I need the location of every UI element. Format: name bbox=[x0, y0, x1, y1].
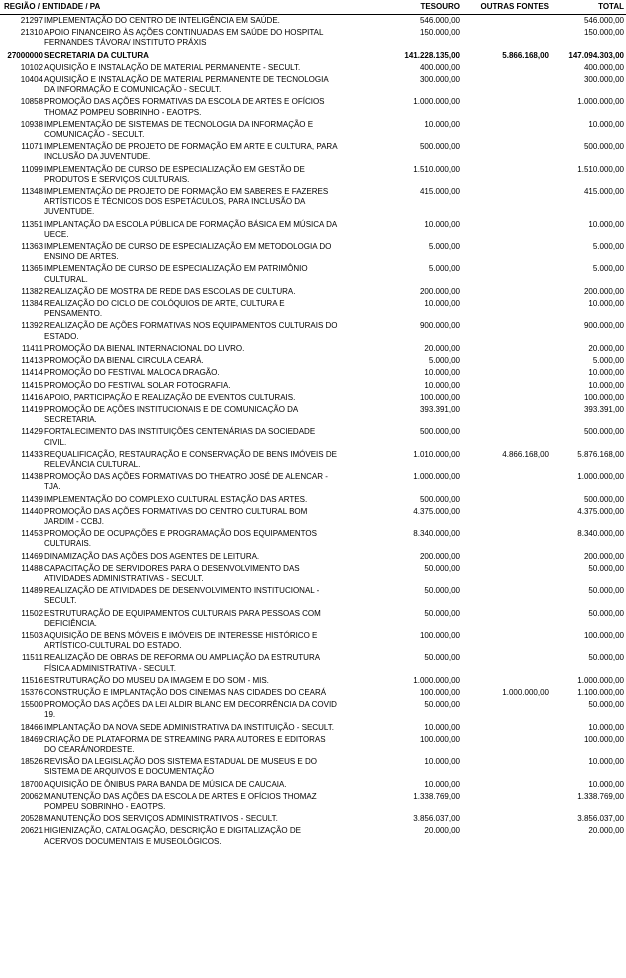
table-row bbox=[0, 15, 626, 27]
row-code: 11099 bbox=[21, 164, 43, 174]
table-row bbox=[0, 298, 626, 320]
row-description: PROMOÇÃO DE OCUPAÇÕES E PROGRAMAÇÃO DOS EQUIPAMENTOS CULTURAIS. bbox=[44, 529, 317, 549]
table-row bbox=[0, 734, 626, 756]
row-code: 11511 bbox=[21, 653, 43, 663]
row-total: 5.000,00 bbox=[592, 356, 624, 366]
table-row bbox=[0, 62, 626, 74]
table-row bbox=[0, 426, 626, 448]
table-header bbox=[0, 0, 626, 15]
row-description: AQUISIÇÃO DE ÔNIBUS PARA BANDA DE MÚSICA DE CAUCAIA. bbox=[44, 779, 287, 789]
row-description: CAPACITAÇÃO DE SERVIDORES PARA O DESENVOLVIMENTO DAS ATIVIDADES ADMINISTRATIVAS - SECULT. bbox=[44, 563, 300, 583]
row-total: 300.000,00 bbox=[583, 75, 624, 85]
table-row bbox=[0, 652, 626, 674]
row-total: 10.000,00 bbox=[588, 368, 624, 378]
row-description: PROMOÇÃO DA BIENAL INTERNACIONAL DO LIVRO. bbox=[44, 343, 245, 353]
row-description: PROMOÇÃO DAS AÇÕES FORMATIVAS DA ESCOLA DE ARTES E OFÍCIOS THOMAZ POMPEU SOBRINHO - EAOTPS. bbox=[44, 97, 325, 117]
row-total: 1.338.769,00 bbox=[577, 791, 624, 801]
row-outras-fontes: 5.866.168,00 bbox=[502, 50, 549, 60]
table-row bbox=[0, 608, 626, 630]
row-tesouro: 150.000,00 bbox=[419, 28, 460, 38]
row-tesouro: 500.000,00 bbox=[419, 494, 460, 504]
row-total: 400.000,00 bbox=[583, 62, 624, 72]
row-code: 11351 bbox=[21, 219, 43, 229]
row-total: 10.000,00 bbox=[588, 779, 624, 789]
row-code: 11440 bbox=[21, 506, 43, 516]
row-tesouro: 100.000,00 bbox=[419, 630, 460, 640]
table-row bbox=[0, 722, 626, 734]
row-code: 11414 bbox=[21, 368, 43, 378]
row-total: 50.000,00 bbox=[588, 653, 624, 663]
table-row bbox=[0, 449, 626, 471]
row-tesouro: 10.000,00 bbox=[424, 757, 460, 767]
table-row bbox=[0, 27, 626, 49]
row-total: 100.000,00 bbox=[583, 734, 624, 744]
table-row bbox=[0, 343, 626, 355]
row-total: 10.000,00 bbox=[588, 119, 624, 129]
table-row bbox=[0, 506, 626, 528]
row-total: 10.000,00 bbox=[588, 757, 624, 767]
row-code: 11438 bbox=[21, 472, 43, 482]
row-total: 10.000,00 bbox=[588, 219, 624, 229]
row-total: 50.000,00 bbox=[588, 700, 624, 710]
table-row bbox=[0, 404, 626, 426]
row-code: 18700 bbox=[20, 779, 43, 789]
row-code: 11453 bbox=[21, 529, 43, 539]
row-tesouro: 415.000,00 bbox=[419, 187, 460, 197]
row-tesouro: 50.000,00 bbox=[424, 700, 460, 710]
row-code: 11413 bbox=[21, 356, 43, 366]
table-row bbox=[0, 791, 626, 813]
row-tesouro: 20.000,00 bbox=[424, 826, 460, 836]
row-code: 11516 bbox=[21, 675, 43, 685]
header-total: TOTAL bbox=[598, 2, 624, 11]
row-tesouro: 1.338.769,00 bbox=[413, 791, 460, 801]
row-description: REALIZAÇÃO DE MOSTRA DE REDE DAS ESCOLAS DE CULTURA. bbox=[44, 286, 296, 296]
row-description: PROMOÇÃO DO FESTIVAL MALOCA DRAGÃO. bbox=[44, 368, 220, 378]
row-description: REALIZAÇÃO DO CICLO DE COLÓQUIOS DE ARTE, CULTURA E PENSAMENTO. bbox=[44, 299, 285, 319]
row-tesouro: 4.375.000,00 bbox=[413, 506, 460, 516]
row-code: 15376 bbox=[20, 687, 43, 697]
row-total: 50.000,00 bbox=[588, 608, 624, 618]
row-tesouro: 200.000,00 bbox=[419, 551, 460, 561]
table-row bbox=[0, 263, 626, 285]
row-description: REQUALIFICAÇÃO, RESTAURAÇÃO E CONSERVAÇÃO DE BENS IMÓVEIS DE RELEVÂNCIA CULTURAL. bbox=[44, 449, 337, 469]
row-tesouro: 393.391,00 bbox=[419, 404, 460, 414]
row-description: HIGIENIZAÇÃO, CATALOGAÇÃO, DESCRIÇÃO E DIGITALIZAÇÃO DE ACERVOS DOCUMENTAIS E MUSEOLÓGICOS. bbox=[44, 826, 301, 846]
row-tesouro: 500.000,00 bbox=[419, 427, 460, 437]
row-total: 1.100.000,00 bbox=[577, 687, 624, 697]
table-row bbox=[0, 219, 626, 241]
row-tesouro: 400.000,00 bbox=[419, 62, 460, 72]
row-tesouro: 200.000,00 bbox=[419, 286, 460, 296]
row-description: PROMOÇÃO DAS AÇÕES FORMATIVAS DO CENTRO CULTURAL BOM JARDIM - CCBJ. bbox=[44, 506, 308, 526]
row-code: 11429 bbox=[21, 427, 43, 437]
row-description: PROMOÇÃO DAS AÇÕES DA LEI ALDIR BLANC EM DECORRÊNCIA DA COVID 19. bbox=[44, 700, 337, 720]
row-tesouro: 141.228.135,00 bbox=[404, 50, 460, 60]
row-code: 27000000 bbox=[7, 50, 43, 60]
row-code: 11502 bbox=[21, 608, 43, 618]
row-tesouro: 1.000.000,00 bbox=[413, 472, 460, 482]
row-code: 11439 bbox=[21, 494, 43, 504]
row-description: AQUISIÇÃO E INSTALAÇÃO DE MATERIAL PERMANENTE - SECULT. bbox=[44, 62, 301, 72]
row-code: 11411 bbox=[21, 343, 43, 353]
table-row bbox=[0, 186, 626, 219]
row-code: 10858 bbox=[20, 97, 43, 107]
row-tesouro: 10.000,00 bbox=[424, 119, 460, 129]
row-description: PROMOÇÃO DA BIENAL CIRCULA CEARÁ. bbox=[44, 356, 204, 366]
row-description: IMPLEMENTAÇÃO DO CENTRO DE INTELIGÊNCIA EM SAÚDE. bbox=[44, 16, 280, 25]
row-description: IMPLEMENTAÇÃO DE CURSO DE ESPECIALIZAÇÃO EM METODOLOGIA DO ENSINO DE ARTES. bbox=[44, 242, 332, 262]
row-description: MANUTENÇÃO DAS AÇÕES DA ESCOLA DE ARTES E OFÍCIOS THOMAZ POMPEU SOBRINHO - EAOTPS. bbox=[44, 791, 317, 812]
row-total: 100.000,00 bbox=[583, 630, 624, 640]
row-code: 11416 bbox=[21, 392, 43, 402]
row-description: PROMOÇÃO DAS AÇÕES FORMATIVAS DO THEATRO JOSÉ DE ALENCAR - TJA. bbox=[44, 472, 328, 492]
row-code: 15500 bbox=[20, 700, 43, 710]
table-row bbox=[0, 367, 626, 379]
table-row bbox=[0, 471, 626, 493]
row-total: 500.000,00 bbox=[583, 427, 624, 437]
row-tesouro: 50.000,00 bbox=[424, 586, 460, 596]
row-tesouro: 5.000,00 bbox=[428, 356, 460, 366]
row-tesouro: 10.000,00 bbox=[424, 368, 460, 378]
table-row bbox=[0, 96, 626, 118]
row-code: 10102 bbox=[20, 62, 43, 72]
row-code: 18526 bbox=[20, 757, 43, 767]
row-total: 200.000,00 bbox=[583, 551, 624, 561]
row-tesouro: 5.000,00 bbox=[428, 264, 460, 274]
row-tesouro: 10.000,00 bbox=[424, 299, 460, 309]
row-description: IMPLEMENTAÇÃO DE CURSO DE ESPECIALIZAÇÃO EM PATRIMÔNIO CULTURAL. bbox=[44, 264, 308, 284]
row-tesouro: 100.000,00 bbox=[419, 392, 460, 402]
row-total: 20.000,00 bbox=[588, 343, 624, 353]
row-code: 10938 bbox=[20, 119, 43, 129]
table-row bbox=[0, 779, 626, 791]
row-total: 50.000,00 bbox=[588, 586, 624, 596]
row-description: REALIZAÇÃO DE OBRAS DE REFORMA OU AMPLIAÇÃO DA ESTRUTURA FÍSICA ADMINISTRATIVA - SECULT. bbox=[44, 653, 320, 673]
table-row bbox=[0, 241, 626, 263]
row-total: 1.510.000,00 bbox=[577, 164, 624, 174]
row-code: 11419 bbox=[21, 404, 43, 414]
row-description: APOIO, PARTICIPAÇÃO E REALIZAÇÃO DE EVENTOS CULTURAIS. bbox=[44, 392, 296, 402]
row-description: SECRETARIA DA CULTURA bbox=[44, 50, 149, 60]
row-tesouro: 100.000,00 bbox=[419, 734, 460, 744]
row-description: IMPLEMENTAÇÃO DE PROJETO DE FORMAÇÃO EM SABERES E FAZERES ARTÍSTICOS E TÉCNICOS DOS ESPETÁCULOS, PARA INCLUSÃO DA JUVENTUDE. bbox=[44, 187, 329, 217]
table-row bbox=[0, 355, 626, 367]
row-description: REALIZAÇÃO DE ATIVIDADES DE DESENVOLVIMENTO INSTITUCIONAL - SECULT. bbox=[44, 586, 320, 606]
row-total: 5.000,00 bbox=[592, 264, 624, 274]
row-code: 11365 bbox=[21, 264, 43, 274]
row-code: 11489 bbox=[21, 586, 43, 596]
row-description: IMPLEMENTAÇÃO DE PROJETO DE FORMAÇÃO EM ARTE E CULTURA, PARA INCLUSÃO DA JUVENTUDE. bbox=[44, 142, 338, 162]
header-tesouro: TESOURO bbox=[420, 2, 460, 11]
row-tesouro: 10.000,00 bbox=[424, 380, 460, 390]
row-total: 546.000,00 bbox=[583, 16, 624, 25]
row-total: 4.375.000,00 bbox=[577, 506, 624, 516]
table-row bbox=[0, 119, 626, 141]
row-code: 11363 bbox=[21, 242, 43, 252]
row-tesouro: 1.000.000,00 bbox=[413, 675, 460, 685]
row-description: APOIO FINANCEIRO ÀS AÇÕES CONTINUADAS EM SAÚDE DO HOSPITAL FERNANDES TÁVORA/ INSTITUTO PRÁXIS bbox=[44, 28, 324, 48]
table-row bbox=[0, 563, 626, 585]
row-code: 21297 bbox=[20, 16, 43, 25]
row-total: 20.000,00 bbox=[588, 826, 624, 836]
row-description: IMPLEMENTAÇÃO DE SISTEMAS DE TECNOLOGIA DA INFORMAÇÃO E COMUNICAÇÃO - SECULT. bbox=[44, 119, 314, 140]
row-total: 100.000,00 bbox=[583, 392, 624, 402]
row-tesouro: 10.000,00 bbox=[424, 219, 460, 229]
row-description: REVISÃO DA LEGISLAÇÃO DOS SISTEMA ESTADUAL DE MUSEUS E DO SISTEMA DE ARQUIVOS E DOCUMENTAÇÃO bbox=[44, 757, 317, 777]
row-total: 150.000,00 bbox=[583, 28, 624, 38]
row-total: 1.000.000,00 bbox=[577, 97, 624, 107]
table-row bbox=[0, 585, 626, 607]
row-description: PROMOÇÃO DO FESTIVAL SOLAR FOTOGRAFIA. bbox=[44, 380, 231, 390]
row-tesouro: 20.000,00 bbox=[424, 343, 460, 353]
row-total: 8.340.000,00 bbox=[577, 529, 624, 539]
row-description: ESTRUTURAÇÃO DO MUSEU DA IMAGEM E DO SOM - MIS. bbox=[44, 675, 269, 685]
row-code: 10404 bbox=[20, 75, 43, 85]
row-code: 11382 bbox=[21, 286, 43, 296]
row-tesouro: 10.000,00 bbox=[424, 779, 460, 789]
row-total: 10.000,00 bbox=[588, 299, 624, 309]
row-total: 500.000,00 bbox=[583, 142, 624, 152]
row-description: CRIAÇÃO DE PLATAFORMA DE STREAMING PARA AUTORES E EDITORAS DO CEARÁ/NORDESTE. bbox=[44, 734, 326, 754]
table-row bbox=[0, 528, 626, 550]
row-code: 18469 bbox=[20, 734, 43, 744]
row-outras-fontes: 1.000.000,00 bbox=[502, 687, 549, 697]
row-description: IMPLANTAÇÃO DA NOVA SEDE ADMINISTRATIVA DA INSTITUIÇÃO - SECULT. bbox=[44, 722, 334, 732]
table-row bbox=[0, 392, 626, 404]
row-description: IMPLANTAÇÃO DA ESCOLA PÚBLICA DE FORMAÇÃO BÁSICA EM MÚSICA DA UECE. bbox=[44, 219, 337, 239]
table-row bbox=[0, 74, 626, 96]
row-total: 200.000,00 bbox=[583, 286, 624, 296]
row-total: 500.000,00 bbox=[583, 494, 624, 504]
row-code: 11469 bbox=[21, 551, 43, 561]
row-tesouro: 8.340.000,00 bbox=[413, 529, 460, 539]
row-code: 11348 bbox=[21, 187, 43, 197]
table-row bbox=[0, 164, 626, 186]
table-row bbox=[0, 675, 626, 687]
row-description: AQUISIÇÃO E INSTALAÇÃO DE MATERIAL PERMANENTE DE TECNOLOGIA DA INFORMAÇÃO E COMUNICAÇÃO - SECULT. bbox=[44, 75, 329, 95]
entity-row bbox=[0, 50, 626, 62]
row-description: IMPLEMENTAÇÃO DE CURSO DE ESPECIALIZAÇÃO EM GESTÃO DE PRODUTOS E SERVIÇOS CULTURAIS. bbox=[44, 164, 305, 184]
row-description: CONSTRUÇÃO E IMPLANTAÇÃO DOS CINEMAS NAS CIDADES DO CEARÁ bbox=[44, 687, 327, 697]
row-total: 5.000,00 bbox=[592, 242, 624, 252]
row-total: 147.094.303,00 bbox=[568, 50, 624, 60]
row-code: 21310 bbox=[20, 28, 43, 38]
row-description: FORTALECIMENTO DAS INSTITUIÇÕES CENTENÁRIAS DA SOCIEDADE CIVIL. bbox=[44, 427, 316, 447]
table-row bbox=[0, 141, 626, 163]
row-code: 11384 bbox=[21, 299, 43, 309]
row-tesouro: 100.000,00 bbox=[419, 687, 460, 697]
table-row bbox=[0, 380, 626, 392]
row-description: IMPLEMENTAÇÃO DO COMPLEXO CULTURAL ESTAÇÃO DAS ARTES. bbox=[44, 494, 308, 504]
row-total: 50.000,00 bbox=[588, 563, 624, 573]
row-total: 900.000,00 bbox=[583, 321, 624, 331]
row-total: 393.391,00 bbox=[583, 404, 624, 414]
row-tesouro: 50.000,00 bbox=[424, 563, 460, 573]
row-tesouro: 5.000,00 bbox=[428, 242, 460, 252]
table-row bbox=[0, 687, 626, 699]
row-outras-fontes: 4.866.168,00 bbox=[502, 449, 549, 459]
row-description: PROMOÇÃO DE AÇÕES INSTITUCIONAIS E DE COMUNICAÇÃO DA SECRETARIA. bbox=[44, 404, 298, 425]
row-code: 11415 bbox=[21, 380, 43, 390]
row-total: 1.000.000,00 bbox=[577, 675, 624, 685]
row-total: 3.856.037,00 bbox=[577, 814, 624, 824]
table-row bbox=[0, 494, 626, 506]
row-code: 11392 bbox=[21, 321, 43, 331]
table-row bbox=[0, 813, 626, 825]
row-tesouro: 546.000,00 bbox=[419, 16, 460, 25]
row-code: 20621 bbox=[20, 826, 43, 836]
table-row bbox=[0, 825, 626, 847]
header-regiao: REGIÃO / ENTIDADE / PA bbox=[4, 2, 101, 11]
row-tesouro: 300.000,00 bbox=[419, 75, 460, 85]
row-tesouro: 50.000,00 bbox=[424, 653, 460, 663]
row-total: 5.876.168,00 bbox=[577, 449, 624, 459]
table-body bbox=[0, 15, 626, 848]
row-tesouro: 10.000,00 bbox=[424, 722, 460, 732]
row-tesouro: 1.010.000,00 bbox=[413, 449, 460, 459]
table-row bbox=[0, 320, 626, 342]
row-total: 10.000,00 bbox=[588, 380, 624, 390]
row-code: 20062 bbox=[20, 791, 43, 801]
row-code: 11071 bbox=[21, 142, 43, 152]
table-row bbox=[0, 286, 626, 298]
row-total: 415.000,00 bbox=[583, 187, 624, 197]
row-tesouro: 1.510.000,00 bbox=[413, 164, 460, 174]
row-code: 18466 bbox=[20, 722, 43, 732]
header-outras-fontes: OUTRAS FONTES bbox=[480, 2, 549, 11]
row-total: 10.000,00 bbox=[588, 722, 624, 732]
row-code: 11488 bbox=[21, 563, 43, 573]
row-description: AQUISIÇÃO DE BENS MÓVEIS E IMÓVEIS DE INTERESSE HISTÓRICO E ARTÍSTICO-CULTURAL DO ESTADO. bbox=[44, 630, 318, 651]
row-description: REALIZAÇÃO DE AÇÕES FORMATIVAS NOS EQUIPAMENTOS CULTURAIS DO ESTADO. bbox=[44, 321, 338, 341]
table-row bbox=[0, 699, 626, 721]
row-tesouro: 1.000.000,00 bbox=[413, 97, 460, 107]
row-tesouro: 900.000,00 bbox=[419, 321, 460, 331]
table-row bbox=[0, 551, 626, 563]
row-tesouro: 500.000,00 bbox=[419, 142, 460, 152]
row-tesouro: 3.856.037,00 bbox=[413, 814, 460, 824]
row-description: DINAMIZAÇÃO DAS AÇÕES DOS AGENTES DE LEITURA. bbox=[44, 551, 260, 561]
row-code: 11433 bbox=[21, 449, 43, 459]
row-code: 11503 bbox=[21, 630, 43, 640]
table-row bbox=[0, 756, 626, 778]
table-row bbox=[0, 630, 626, 652]
row-description: MANUTENÇÃO DOS SERVIÇOS ADMINISTRATIVOS - SECULT. bbox=[44, 814, 278, 824]
row-description: ESTRUTURAÇÃO DE EQUIPAMENTOS CULTURAIS PARA PESSOAS COM DEFICIÊNCIA. bbox=[44, 608, 321, 628]
row-total: 1.000.000,00 bbox=[577, 472, 624, 482]
row-tesouro: 50.000,00 bbox=[424, 608, 460, 618]
row-code: 20528 bbox=[20, 814, 43, 824]
